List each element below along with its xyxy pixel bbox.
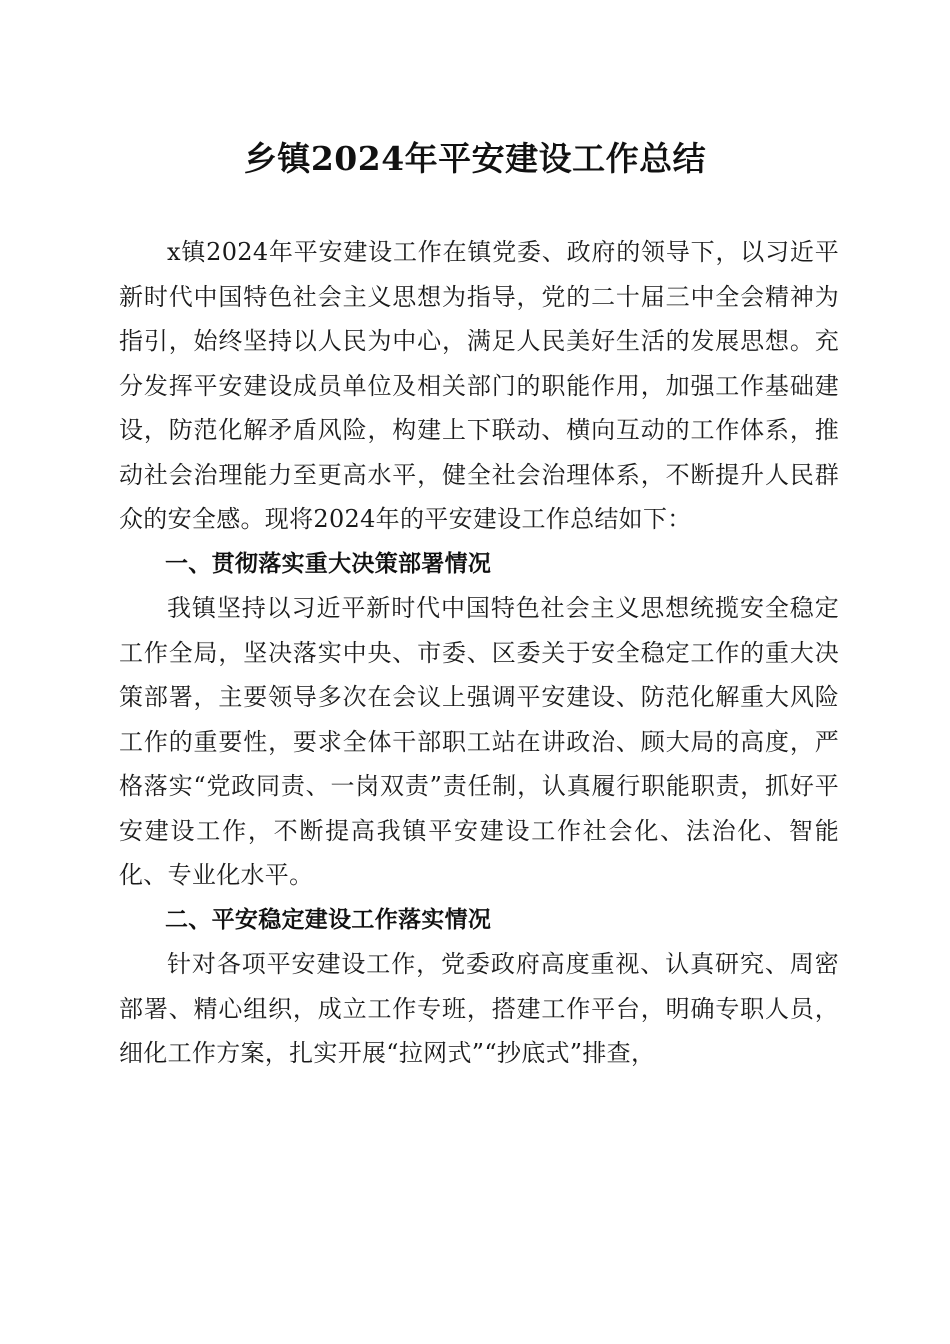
section-2-heading: 二、平安稳定建设工作落实情况	[165, 906, 492, 933]
section-1-heading: 一、贯彻落实重大决策部署情况	[165, 550, 492, 577]
intro-paragraph: x镇2024年平安建设工作在镇党委、政府的领导下，以习近平新时代中国特色社会主义思想为指导，党的二十届三中全会精神为指引，始终坚持以人民为中心，满足人民美好生活的发展思想。充分发挥平安建设成员单位及相关部门的职能作用，加强工作基础建设，防范化解矛盾风险，构建上下联动、横向互动的工作体系，推动社会治理能力至更高水平，健全社会治理体系，不断提升人民群众的安全感。现将2024年的平安建设工作总结如下：	[119, 238, 839, 533]
section-1-paragraph: 我镇坚持以习近平新时代中国特色社会主义思想统揽安全稳定工作全局，坚决落实中央、市委、区委关于安全稳定工作的重大决策部署，主要领导多次在会议上强调平安建设、防范化解重大风险工作的重要性，要求全体干部职工站在讲政治、顾大局的高度，严格落实“党政同责、一岗双责”责任制，认真履行职能职责，抓好平安建设工作，不断提高我镇平安建设工作社会化、法治化、智能化、专业化水平。	[119, 594, 839, 889]
document-body	[119, 230, 839, 1076]
document-title: 乡镇2024年平安建设工作总结	[243, 139, 707, 178]
section-2-paragraph: 针对各项平安建设工作，党委政府高度重视、认真研究、周密部署、精心组织，成立工作专班，搭建工作平台，明确专职人员，细化工作方案，扎实开展“拉网式”“抄底式”排查，	[119, 950, 839, 1067]
